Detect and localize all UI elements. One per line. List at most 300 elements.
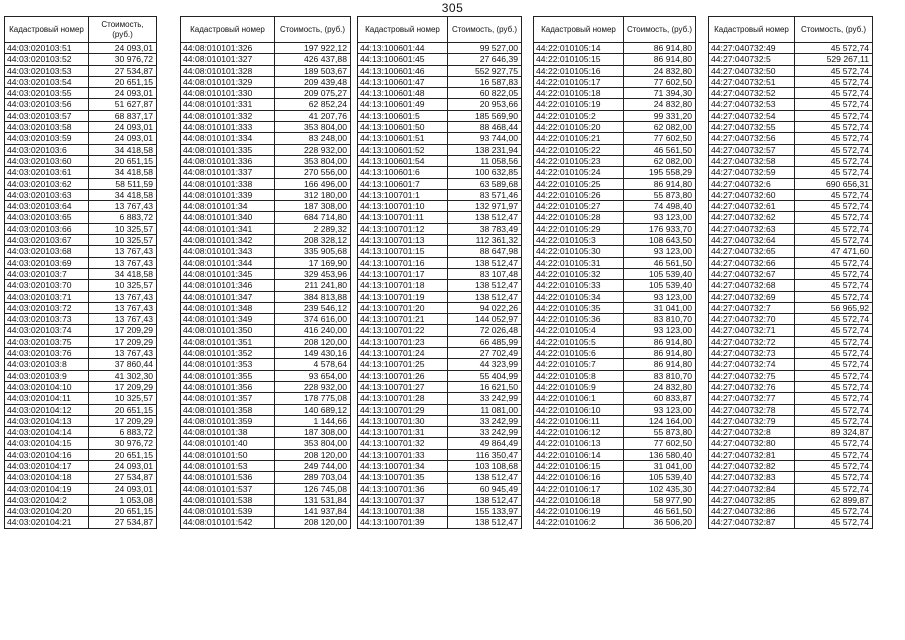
cadastral-number-cell: 44:22:010105:6 bbox=[534, 348, 624, 359]
cadastral-number-cell: 44:27:040732:77 bbox=[709, 393, 795, 404]
cost-cell: 20 651,15 bbox=[89, 506, 157, 517]
register-columns bbox=[0, 16, 905, 636]
cost-cell: 45 572,74 bbox=[795, 212, 873, 223]
table-row bbox=[5, 167, 157, 178]
cadastral-number-cell: 44:22:010105:31 bbox=[534, 257, 624, 268]
cost-cell: 31 041,00 bbox=[624, 460, 696, 471]
cadastral-number-cell: 44:22:010105:14 bbox=[534, 43, 624, 54]
table-row bbox=[709, 404, 873, 415]
table-row bbox=[5, 43, 157, 54]
table-row bbox=[181, 404, 351, 415]
table-row bbox=[358, 314, 522, 325]
cost-cell: 24 093,01 bbox=[89, 133, 157, 144]
cost-cell: 690 656,31 bbox=[795, 178, 873, 189]
table-row bbox=[534, 472, 696, 483]
cadastral-number-cell: 44:22:010105:36 bbox=[534, 314, 624, 325]
cost-cell: 17 209,29 bbox=[89, 415, 157, 426]
cost-cell: 20 953,66 bbox=[448, 99, 522, 110]
header-cadastral-number: Кадастровый номер bbox=[181, 17, 275, 43]
cost-cell: 93 123,00 bbox=[624, 404, 696, 415]
cadastral-number-cell: 44:27:040732:68 bbox=[709, 280, 795, 291]
cost-cell: 33 242,99 bbox=[448, 415, 522, 426]
cost-cell: 10 325,57 bbox=[89, 280, 157, 291]
table-row bbox=[5, 506, 157, 517]
cadastral-number-cell: 44:03:020103:51 bbox=[5, 43, 89, 54]
cost-cell: 149 430,16 bbox=[275, 348, 351, 359]
cadastral-number-cell: 44:27:040732:85 bbox=[709, 494, 795, 505]
cost-cell: 38 783,49 bbox=[448, 223, 522, 234]
table-row bbox=[534, 110, 696, 121]
cost-cell: 45 572,74 bbox=[795, 381, 873, 392]
cadastral-number-cell: 44:03:020103:52 bbox=[5, 54, 89, 65]
cost-cell: 37 860,44 bbox=[89, 359, 157, 370]
table-row bbox=[5, 449, 157, 460]
cost-cell: 45 572,74 bbox=[795, 483, 873, 494]
table-row bbox=[5, 212, 157, 223]
table-row bbox=[709, 268, 873, 279]
table-row bbox=[181, 257, 351, 268]
table-row bbox=[5, 325, 157, 336]
cadastral-number-cell: 44:03:020103:56 bbox=[5, 99, 89, 110]
table-row bbox=[534, 201, 696, 212]
cost-cell: 289 703,04 bbox=[275, 472, 351, 483]
cadastral-number-cell: 44:08:010101:332 bbox=[181, 110, 275, 121]
table-row bbox=[534, 370, 696, 381]
table-row bbox=[709, 178, 873, 189]
cost-cell: 33 242,99 bbox=[448, 427, 522, 438]
table-row bbox=[534, 43, 696, 54]
cost-cell: 13 767,43 bbox=[89, 291, 157, 302]
table-row bbox=[181, 246, 351, 257]
cost-cell: 138 512,47 bbox=[448, 280, 522, 291]
cost-cell: 45 572,74 bbox=[795, 189, 873, 200]
cadastral-number-cell: 44:03:020103:57 bbox=[5, 110, 89, 121]
cadastral-number-cell: 44:27:040732:59 bbox=[709, 167, 795, 178]
table-row bbox=[534, 460, 696, 471]
cadastral-number-cell: 44:03:020103:73 bbox=[5, 314, 89, 325]
table-row bbox=[181, 348, 351, 359]
cadastral-number-cell: 44:08:010101:334 bbox=[181, 133, 275, 144]
cadastral-number-cell: 44:22:010105:25 bbox=[534, 178, 624, 189]
table-row bbox=[358, 110, 522, 121]
table-row bbox=[709, 415, 873, 426]
cost-cell: 138 512,47 bbox=[448, 494, 522, 505]
table-row bbox=[534, 167, 696, 178]
cadastral-number-cell: 44:22:010105:29 bbox=[534, 223, 624, 234]
table-row bbox=[181, 393, 351, 404]
cost-cell: 94 022,26 bbox=[448, 302, 522, 313]
cost-cell: 45 572,74 bbox=[795, 472, 873, 483]
table-row bbox=[709, 88, 873, 99]
header-row bbox=[181, 17, 351, 43]
cost-cell: 116 350,47 bbox=[448, 449, 522, 460]
cadastral-number-cell: 44:27:040732:64 bbox=[709, 235, 795, 246]
cadastral-number-cell: 44:27:040732:86 bbox=[709, 506, 795, 517]
cost-cell: 105 539,40 bbox=[624, 268, 696, 279]
table-row bbox=[181, 483, 351, 494]
cost-cell: 58 977,90 bbox=[624, 494, 696, 505]
cost-cell: 239 546,12 bbox=[275, 302, 351, 313]
cadastral-number-cell: 44:03:020103:8 bbox=[5, 359, 89, 370]
table-row bbox=[5, 348, 157, 359]
cost-cell: 13 767,43 bbox=[89, 246, 157, 257]
cadastral-number-cell: 44:13:100701:33 bbox=[358, 449, 448, 460]
table-row bbox=[534, 449, 696, 460]
cadastral-number-cell: 44:22:010106:11 bbox=[534, 415, 624, 426]
table-row bbox=[181, 54, 351, 65]
cost-cell: 24 093,01 bbox=[89, 43, 157, 54]
cost-cell: 60 945,49 bbox=[448, 483, 522, 494]
table-row bbox=[534, 223, 696, 234]
cost-cell: 24 832,80 bbox=[624, 65, 696, 76]
cadastral-number-cell: 44:08:010101:356 bbox=[181, 381, 275, 392]
table-row bbox=[358, 415, 522, 426]
cadastral-number-cell: 44:27:040732:5 bbox=[709, 54, 795, 65]
cost-cell: 45 572,74 bbox=[795, 235, 873, 246]
cadastral-number-cell: 44:13:100701:10 bbox=[358, 201, 448, 212]
table-row bbox=[181, 517, 351, 528]
cost-cell: 374 616,00 bbox=[275, 314, 351, 325]
table-row bbox=[181, 144, 351, 155]
cost-cell: 10 325,57 bbox=[89, 393, 157, 404]
table-row bbox=[534, 212, 696, 223]
cost-cell: 45 572,74 bbox=[795, 517, 873, 528]
header-cost: Стоимость, (руб.) bbox=[89, 17, 157, 43]
cadastral-number-cell: 44:13:100701:18 bbox=[358, 280, 448, 291]
cadastral-number-cell: 44:13:100601:7 bbox=[358, 178, 448, 189]
table-row bbox=[181, 268, 351, 279]
cadastral-number-cell: 44:27:040732:57 bbox=[709, 144, 795, 155]
cost-cell: 684 714,80 bbox=[275, 212, 351, 223]
cost-cell: 41 302,30 bbox=[89, 370, 157, 381]
cost-cell: 45 572,74 bbox=[795, 268, 873, 279]
table-row bbox=[181, 280, 351, 291]
cadastral-number-cell: 44:03:020104:18 bbox=[5, 472, 89, 483]
table-row bbox=[534, 438, 696, 449]
cadastral-number-cell: 44:03:020104:11 bbox=[5, 393, 89, 404]
cost-cell: 45 572,74 bbox=[795, 201, 873, 212]
cost-cell: 74 498,40 bbox=[624, 201, 696, 212]
cadastral-number-cell: 44:22:010105:35 bbox=[534, 302, 624, 313]
cost-cell: 20 651,15 bbox=[89, 404, 157, 415]
cadastral-number-cell: 44:22:010106:13 bbox=[534, 438, 624, 449]
table-row bbox=[181, 88, 351, 99]
cost-cell: 44 323,99 bbox=[448, 359, 522, 370]
cadastral-number-cell: 44:08:010101:337 bbox=[181, 167, 275, 178]
cadastral-number-cell: 44:03:020103:75 bbox=[5, 336, 89, 347]
cost-cell: 270 556,00 bbox=[275, 167, 351, 178]
table-row bbox=[181, 155, 351, 166]
table-row bbox=[534, 325, 696, 336]
cadastral-number-cell: 44:13:100701:13 bbox=[358, 235, 448, 246]
cadastral-number-cell: 44:08:010101:340 bbox=[181, 212, 275, 223]
table-row bbox=[534, 99, 696, 110]
cost-cell: 228 932,00 bbox=[275, 144, 351, 155]
cost-cell: 56 965,92 bbox=[795, 302, 873, 313]
cadastral-number-cell: 44:13:100701:38 bbox=[358, 506, 448, 517]
table-row bbox=[181, 99, 351, 110]
table-row bbox=[534, 314, 696, 325]
cost-cell: 45 572,74 bbox=[795, 257, 873, 268]
cadastral-number-cell: 44:03:020103:64 bbox=[5, 201, 89, 212]
cadastral-number-cell: 44:03:020103:74 bbox=[5, 325, 89, 336]
table-row bbox=[5, 314, 157, 325]
cost-cell: 77 602,50 bbox=[624, 76, 696, 87]
cadastral-number-cell: 44:03:020104:2 bbox=[5, 494, 89, 505]
cadastral-number-cell: 44:08:010101:40 bbox=[181, 438, 275, 449]
cadastral-table bbox=[708, 16, 873, 529]
cost-cell: 138 512,47 bbox=[448, 291, 522, 302]
table-row bbox=[5, 122, 157, 133]
cadastral-number-cell: 44:13:100701:12 bbox=[358, 223, 448, 234]
cadastral-number-cell: 44:27:040732:67 bbox=[709, 268, 795, 279]
table-row bbox=[709, 483, 873, 494]
cost-cell: 46 561,50 bbox=[624, 506, 696, 517]
cadastral-number-cell: 44:27:040732:65 bbox=[709, 246, 795, 257]
table-row bbox=[5, 54, 157, 65]
table-row bbox=[358, 348, 522, 359]
cadastral-number-cell: 44:13:100701:27 bbox=[358, 381, 448, 392]
cadastral-number-cell: 44:27:040732:60 bbox=[709, 189, 795, 200]
cost-cell: 176 933,70 bbox=[624, 223, 696, 234]
cost-cell: 55 873,80 bbox=[624, 427, 696, 438]
cadastral-number-cell: 44:27:040732:76 bbox=[709, 381, 795, 392]
cost-cell: 93 744,00 bbox=[448, 133, 522, 144]
table-row bbox=[358, 189, 522, 200]
table-row bbox=[358, 494, 522, 505]
cadastral-number-cell: 44:03:020104:17 bbox=[5, 460, 89, 471]
cadastral-number-cell: 44:13:100701:36 bbox=[358, 483, 448, 494]
table-row bbox=[534, 494, 696, 505]
cadastral-number-cell: 44:22:010105:7 bbox=[534, 359, 624, 370]
cadastral-number-cell: 44:03:020104:10 bbox=[5, 381, 89, 392]
table-row bbox=[358, 427, 522, 438]
cadastral-number-cell: 44:27:040732:8 bbox=[709, 427, 795, 438]
table-row bbox=[709, 257, 873, 268]
cadastral-number-cell: 44:13:100601:47 bbox=[358, 76, 448, 87]
table-row bbox=[709, 189, 873, 200]
cost-cell: 31 041,00 bbox=[624, 302, 696, 313]
table-row bbox=[534, 178, 696, 189]
table-row bbox=[709, 494, 873, 505]
cost-cell: 36 506,20 bbox=[624, 517, 696, 528]
table-row bbox=[534, 280, 696, 291]
table-row bbox=[709, 280, 873, 291]
cost-cell: 60 822,05 bbox=[448, 88, 522, 99]
table-row bbox=[534, 155, 696, 166]
header-cadastral-number: Кадастровый номер bbox=[358, 17, 448, 43]
table-row bbox=[358, 280, 522, 291]
cadastral-number-cell: 44:08:010101:329 bbox=[181, 76, 275, 87]
cadastral-number-cell: 44:27:040732:55 bbox=[709, 122, 795, 133]
cadastral-number-cell: 44:03:020103:71 bbox=[5, 291, 89, 302]
table-row bbox=[181, 201, 351, 212]
table-row bbox=[358, 460, 522, 471]
cadastral-number-cell: 44:13:100701:23 bbox=[358, 336, 448, 347]
table-row bbox=[181, 370, 351, 381]
table-row bbox=[5, 438, 157, 449]
table-row bbox=[5, 268, 157, 279]
cost-cell: 166 496,00 bbox=[275, 178, 351, 189]
table-row bbox=[358, 201, 522, 212]
cost-cell: 63 589,68 bbox=[448, 178, 522, 189]
cost-cell: 131 531,84 bbox=[275, 494, 351, 505]
table-row bbox=[5, 189, 157, 200]
cost-cell: 187 308,00 bbox=[275, 427, 351, 438]
cost-cell: 93 654,00 bbox=[275, 370, 351, 381]
table-row bbox=[181, 178, 351, 189]
table-row bbox=[709, 246, 873, 257]
table-row bbox=[534, 404, 696, 415]
table-row bbox=[534, 291, 696, 302]
cost-cell: 30 976,72 bbox=[89, 438, 157, 449]
table-row bbox=[5, 483, 157, 494]
table-row bbox=[181, 167, 351, 178]
cadastral-number-cell: 44:03:020103:54 bbox=[5, 76, 89, 87]
table-row bbox=[181, 494, 351, 505]
cost-cell: 88 647,98 bbox=[448, 246, 522, 257]
cadastral-number-cell: 44:22:010106:12 bbox=[534, 427, 624, 438]
cadastral-number-cell: 44:08:010101:342 bbox=[181, 235, 275, 246]
cost-cell: 45 572,74 bbox=[795, 404, 873, 415]
cost-cell: 24 093,01 bbox=[89, 483, 157, 494]
cost-cell: 13 767,43 bbox=[89, 348, 157, 359]
cost-cell: 62 852,24 bbox=[275, 99, 351, 110]
cost-cell: 13 767,43 bbox=[89, 314, 157, 325]
cost-cell: 45 572,74 bbox=[795, 393, 873, 404]
table-row bbox=[709, 122, 873, 133]
cadastral-number-cell: 44:03:020103:68 bbox=[5, 246, 89, 257]
cadastral-number-cell: 44:03:020104:20 bbox=[5, 506, 89, 517]
cost-cell: 62 082,00 bbox=[624, 122, 696, 133]
cadastral-number-cell: 44:08:010101:346 bbox=[181, 280, 275, 291]
cost-cell: 34 418,58 bbox=[89, 268, 157, 279]
cadastral-number-cell: 44:08:010101:357 bbox=[181, 393, 275, 404]
cadastral-number-cell: 44:08:010101:352 bbox=[181, 348, 275, 359]
cost-cell: 45 572,74 bbox=[795, 348, 873, 359]
cadastral-number-cell: 44:08:010101:343 bbox=[181, 246, 275, 257]
cost-cell: 335 905,68 bbox=[275, 246, 351, 257]
cost-cell: 93 123,00 bbox=[624, 291, 696, 302]
header-row bbox=[358, 17, 522, 43]
table-row bbox=[534, 393, 696, 404]
cost-cell: 13 767,43 bbox=[89, 302, 157, 313]
cadastral-number-cell: 44:08:010101:327 bbox=[181, 54, 275, 65]
cost-cell: 33 242,99 bbox=[448, 393, 522, 404]
cost-cell: 24 093,01 bbox=[89, 88, 157, 99]
cadastral-number-cell: 44:03:020103:6 bbox=[5, 144, 89, 155]
table-row bbox=[709, 427, 873, 438]
cost-cell: 72 026,48 bbox=[448, 325, 522, 336]
table-row bbox=[5, 99, 157, 110]
table-row bbox=[5, 144, 157, 155]
table-row bbox=[358, 483, 522, 494]
cadastral-number-cell: 44:22:010105:2 bbox=[534, 110, 624, 121]
cost-cell: 89 324,87 bbox=[795, 427, 873, 438]
cadastral-number-cell: 44:22:010105:20 bbox=[534, 122, 624, 133]
table-row bbox=[709, 110, 873, 121]
cost-cell: 45 572,74 bbox=[795, 65, 873, 76]
cadastral-number-cell: 44:27:040732:75 bbox=[709, 370, 795, 381]
cadastral-number-cell: 44:03:020103:66 bbox=[5, 223, 89, 234]
cost-cell: 83 571,46 bbox=[448, 189, 522, 200]
cost-cell: 2 289,32 bbox=[275, 223, 351, 234]
cost-cell: 45 572,74 bbox=[795, 449, 873, 460]
cost-cell: 45 572,74 bbox=[795, 76, 873, 87]
table-row bbox=[358, 404, 522, 415]
table-row bbox=[5, 246, 157, 257]
cost-cell: 34 418,58 bbox=[89, 167, 157, 178]
cost-cell: 45 572,74 bbox=[795, 88, 873, 99]
cadastral-number-cell: 44:13:100701:37 bbox=[358, 494, 448, 505]
cost-cell: 208 328,12 bbox=[275, 235, 351, 246]
cadastral-number-cell: 44:13:100701:15 bbox=[358, 246, 448, 257]
cadastral-number-cell: 44:27:040732:6 bbox=[709, 178, 795, 189]
cost-cell: 45 572,74 bbox=[795, 99, 873, 110]
table-row bbox=[709, 302, 873, 313]
table-row bbox=[181, 427, 351, 438]
cost-cell: 211 241,80 bbox=[275, 280, 351, 291]
table-row bbox=[358, 212, 522, 223]
table-row bbox=[358, 506, 522, 517]
cost-cell: 11 058,56 bbox=[448, 155, 522, 166]
table-row bbox=[5, 472, 157, 483]
table-row bbox=[358, 178, 522, 189]
cadastral-number-cell: 44:22:010105:23 bbox=[534, 155, 624, 166]
table-row bbox=[534, 427, 696, 438]
cadastral-table bbox=[533, 16, 696, 529]
cost-cell: 41 207,76 bbox=[275, 110, 351, 121]
cadastral-number-cell: 44:13:100601:49 bbox=[358, 99, 448, 110]
table-row bbox=[709, 472, 873, 483]
cadastral-number-cell: 44:22:010106:18 bbox=[534, 494, 624, 505]
cost-cell: 17 209,29 bbox=[89, 325, 157, 336]
cost-cell: 24 832,80 bbox=[624, 99, 696, 110]
cadastral-number-cell: 44:13:100601:46 bbox=[358, 65, 448, 76]
table-row bbox=[709, 65, 873, 76]
cadastral-number-cell: 44:13:100701:32 bbox=[358, 438, 448, 449]
cost-cell: 13 767,43 bbox=[89, 257, 157, 268]
table-row bbox=[5, 393, 157, 404]
table-row bbox=[181, 302, 351, 313]
cost-cell: 27 534,87 bbox=[89, 472, 157, 483]
table-row bbox=[534, 506, 696, 517]
table-row bbox=[709, 76, 873, 87]
table-row bbox=[358, 235, 522, 246]
cadastral-number-cell: 44:08:010101:333 bbox=[181, 122, 275, 133]
cadastral-number-cell: 44:13:100701:1 bbox=[358, 189, 448, 200]
table-row bbox=[181, 415, 351, 426]
table-row bbox=[5, 404, 157, 415]
cadastral-number-cell: 44:08:010101:359 bbox=[181, 415, 275, 426]
cadastral-number-cell: 44:22:010106:19 bbox=[534, 506, 624, 517]
cadastral-number-cell: 44:13:100601:44 bbox=[358, 43, 448, 54]
cadastral-number-cell: 44:27:040732:66 bbox=[709, 257, 795, 268]
cost-cell: 34 418,58 bbox=[89, 189, 157, 200]
table-row bbox=[5, 460, 157, 471]
cadastral-number-cell: 44:08:010101:353 bbox=[181, 359, 275, 370]
header-cost: Стоимость, (руб.) bbox=[275, 17, 351, 43]
header-row bbox=[534, 17, 696, 43]
table-row bbox=[534, 348, 696, 359]
cost-cell: 83 810,70 bbox=[624, 370, 696, 381]
table-row bbox=[709, 381, 873, 392]
cadastral-number-cell: 44:03:020104:16 bbox=[5, 449, 89, 460]
cost-cell: 384 813,88 bbox=[275, 291, 351, 302]
table-row bbox=[181, 110, 351, 121]
table-row bbox=[709, 348, 873, 359]
table-row bbox=[181, 325, 351, 336]
